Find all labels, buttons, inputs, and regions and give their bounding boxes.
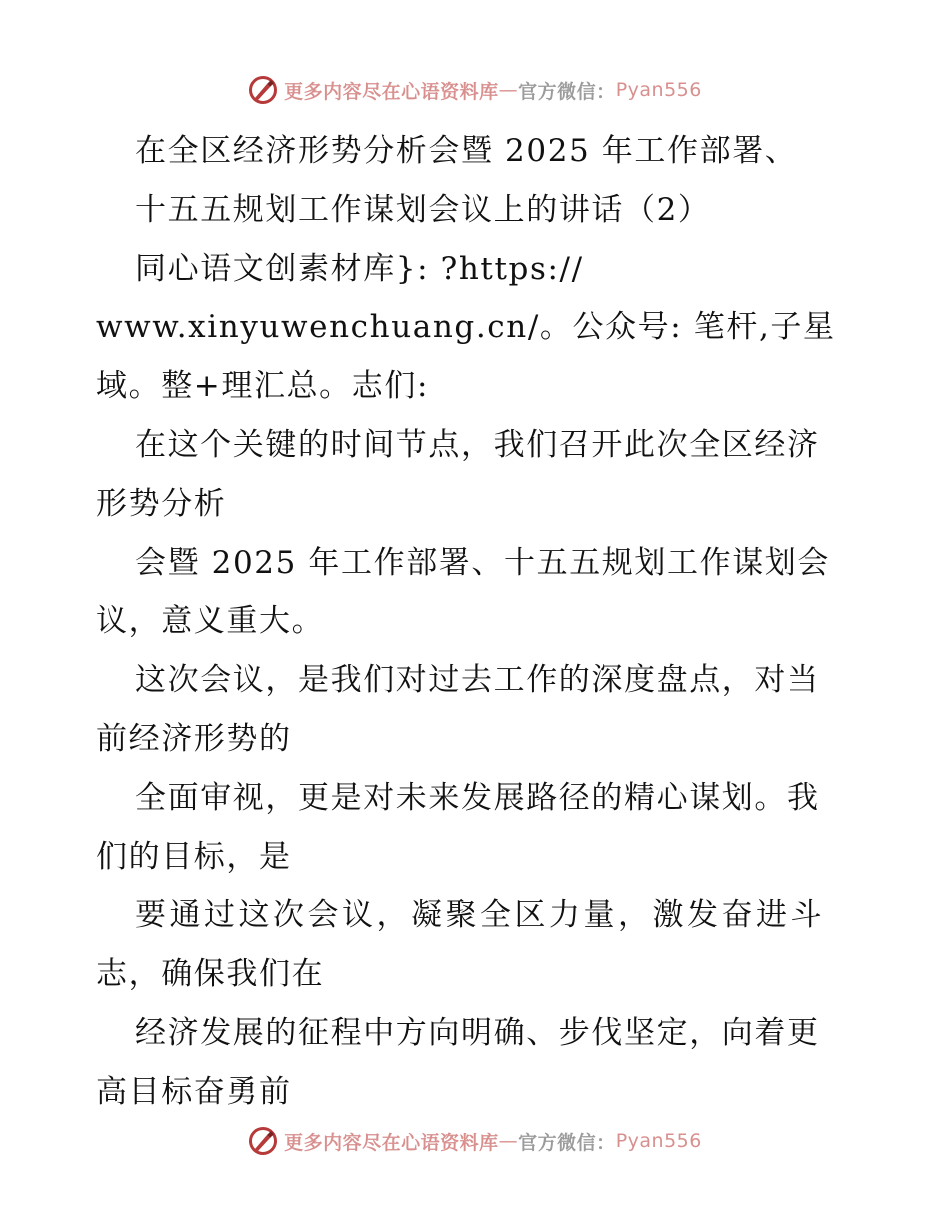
text-line: 志，确保我们在 [96, 956, 325, 993]
text-line: 这次会议，是我们对过去工作的深度盘点，对当 [135, 662, 820, 699]
text-line: www.xinyuwenchuang.cn/。公众号: 笔杆,子星 [96, 309, 836, 346]
watermark-wechat-id: Pyan556 [615, 1130, 702, 1152]
document-title-line-2: 十五五规划工作谋划会议上的讲话（2） [135, 191, 711, 228]
text-line: 同心语文创素材库}: ?https:// [135, 250, 584, 287]
text-line: 们的目标，是 [96, 838, 292, 875]
text-line: 形势分析 [96, 485, 227, 522]
watermark-dash: — [498, 1130, 519, 1152]
document-body [96, 122, 866, 1122]
text-line: 域。整+理汇总。志们: [96, 368, 430, 405]
text-line: 会暨 2025 年工作部署、十五五规划工作谋划会 [135, 544, 830, 581]
text-line: 议，意义重大。 [96, 603, 325, 640]
pen-logo-icon [248, 75, 278, 105]
watermark-wechat-label: 官方微信： [518, 80, 616, 103]
text-line: 在这个关键的时间节点，我们召开此次全区经济 [135, 426, 820, 463]
watermark-wechat-id: Pyan556 [615, 79, 702, 101]
pen-logo-icon [248, 1126, 278, 1156]
header-watermark [0, 70, 950, 110]
text-line: 经济发展的征程中方向明确、步伐坚定，向着更 [135, 1014, 820, 1051]
text-line: 要通过这次会议，凝聚全区力量，激发奋进斗 [135, 897, 825, 934]
watermark-dash: — [498, 79, 519, 101]
text-line: 全面审视，更是对未来发展路径的精心谋划。我 [135, 779, 820, 816]
text-line: 高目标奋勇前 [96, 1073, 292, 1110]
watermark-main-text: 更多内容尽在心语资料库 [284, 80, 499, 103]
watermark-main-text: 更多内容尽在心语资料库 [284, 1131, 499, 1154]
document-title-line-1: 在全区经济形势分析会暨 2025 年工作部署、 [135, 133, 798, 169]
text-line: 前经济形势的 [96, 720, 292, 757]
watermark-wechat-label: 官方微信： [518, 1131, 616, 1154]
footer-watermark [0, 1121, 950, 1161]
